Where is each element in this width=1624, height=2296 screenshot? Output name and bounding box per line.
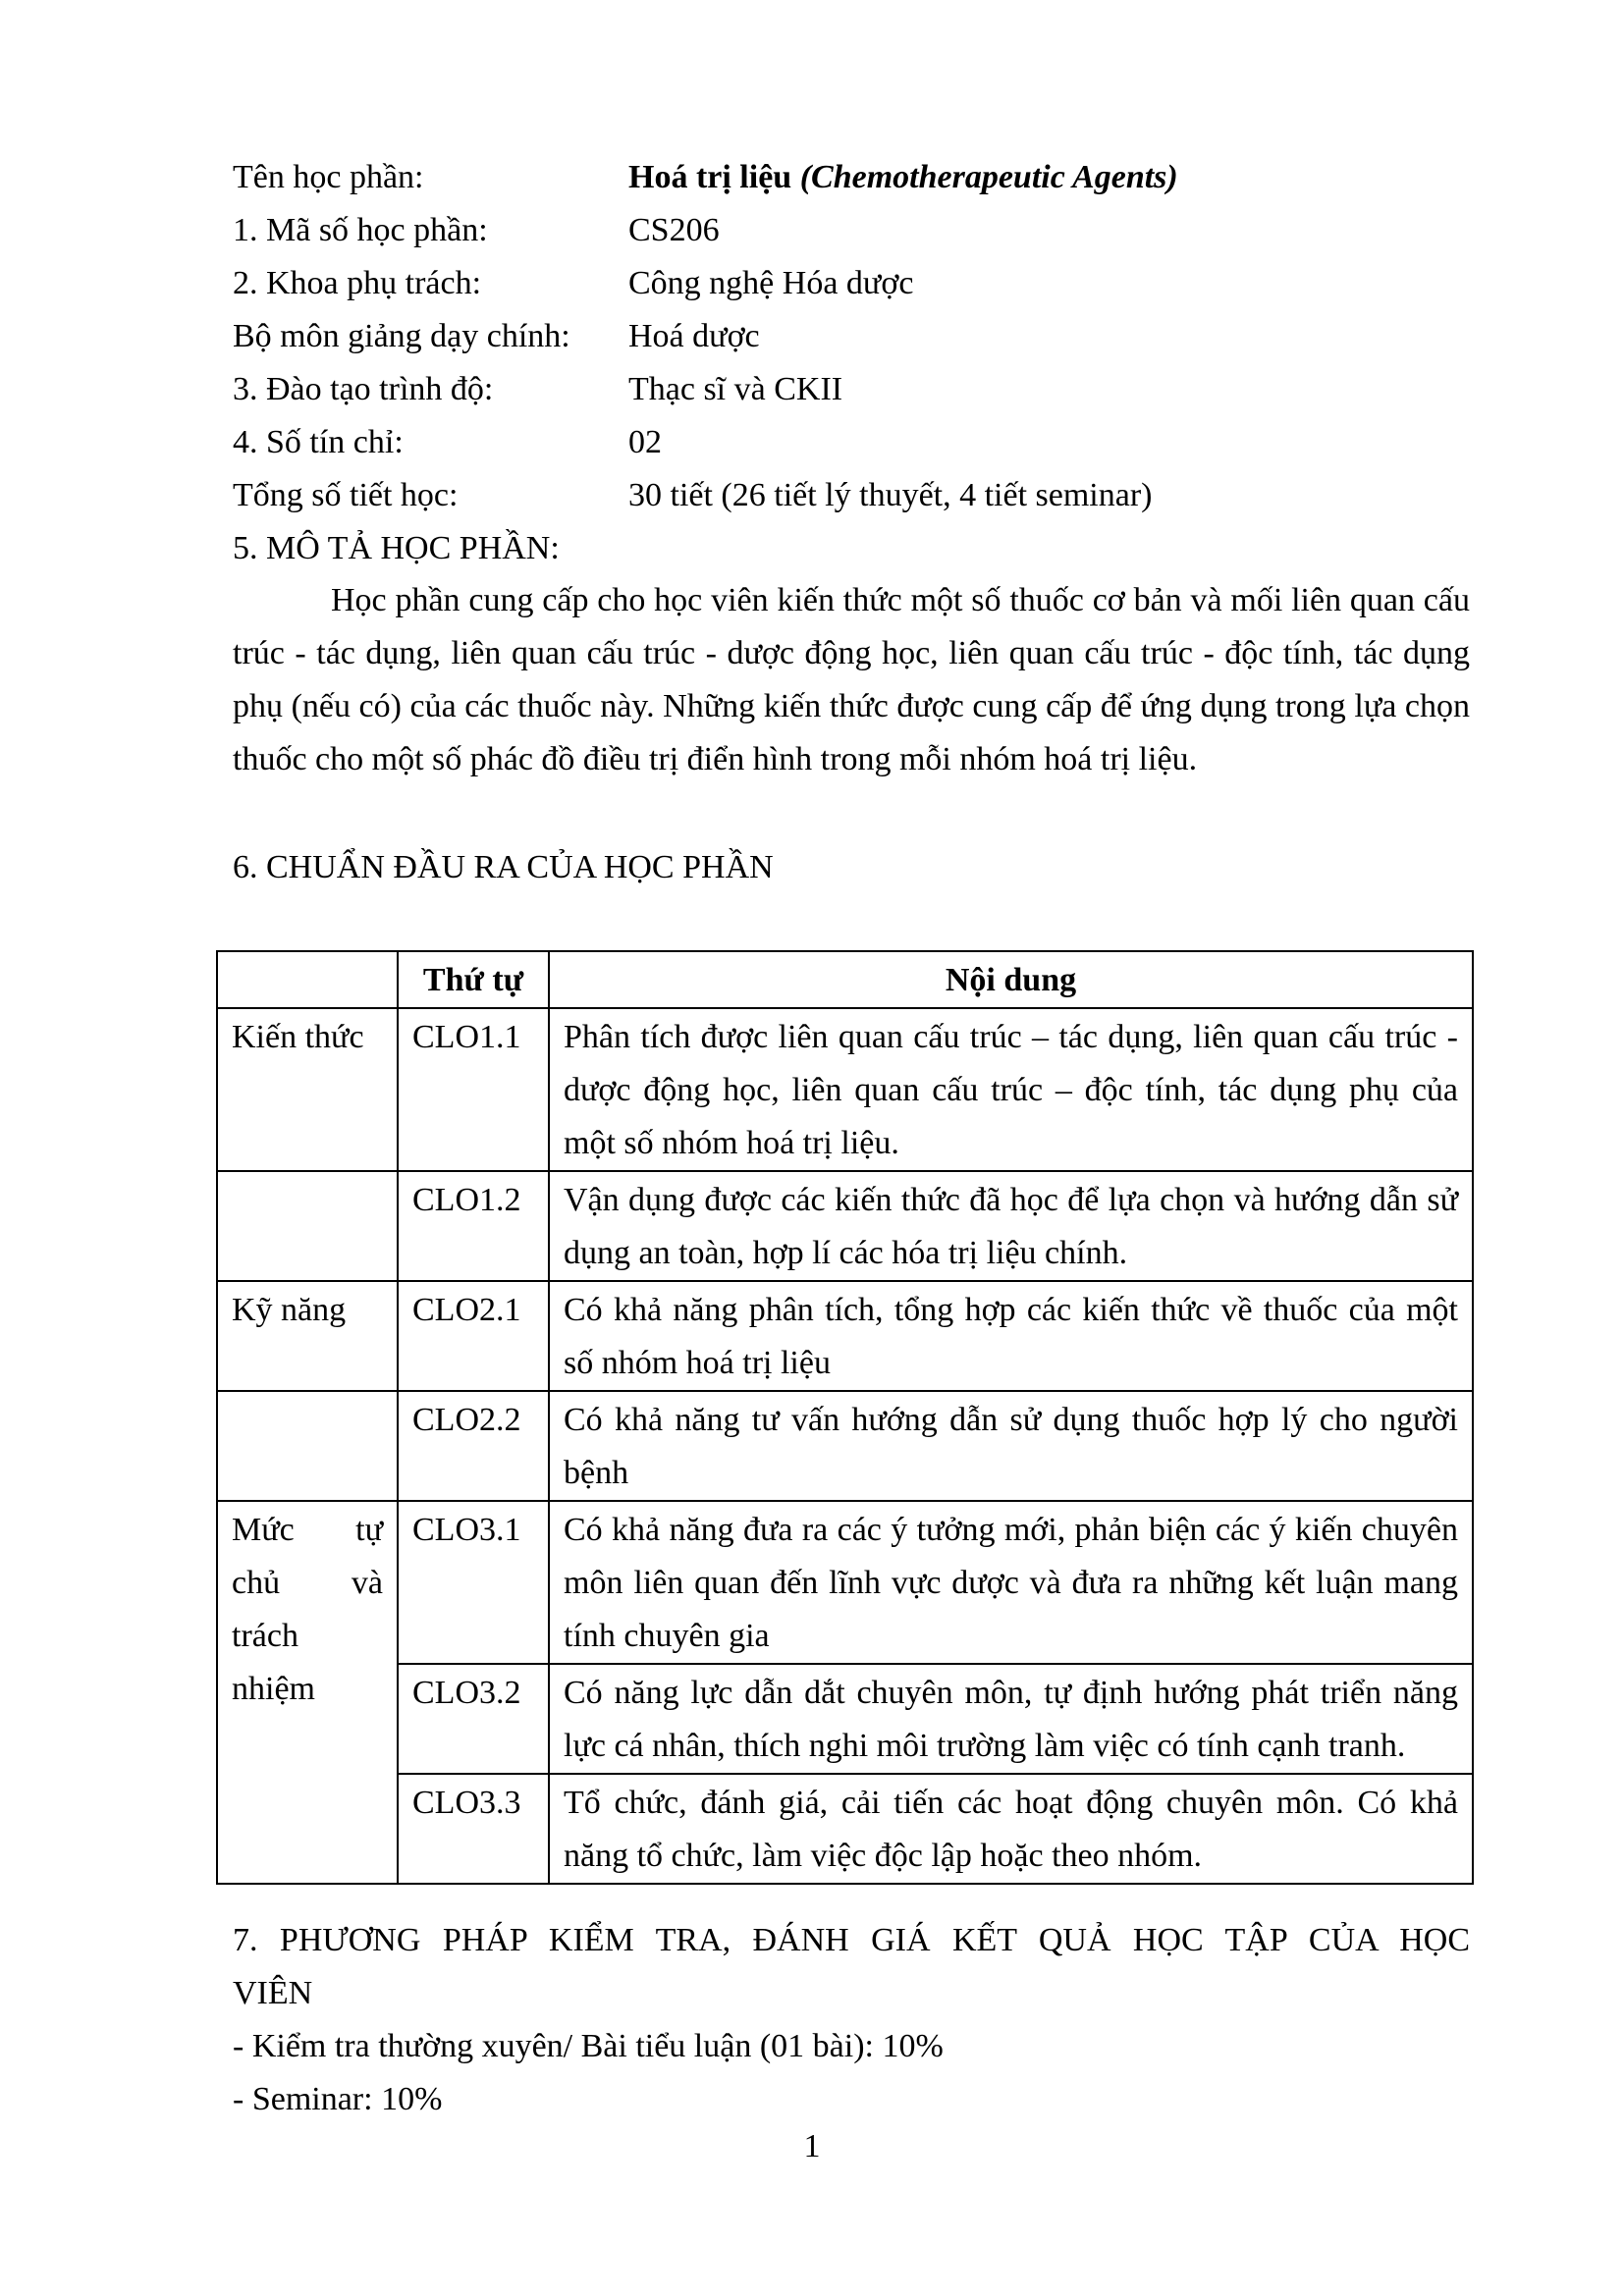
table-row bbox=[217, 1501, 1473, 1664]
group-empty-cell bbox=[217, 1171, 398, 1281]
table-header-row bbox=[217, 951, 1473, 1008]
table-row bbox=[217, 1664, 1473, 1774]
table-row bbox=[217, 1171, 1473, 1281]
section7-heading-line2: VIÊN bbox=[233, 1975, 313, 2011]
department-row bbox=[233, 310, 1470, 363]
periods-value: 30 tiết (26 tiết lý thuyết, 4 tiết seminar) bbox=[628, 477, 1153, 513]
clo-content: Có khả năng đưa ra các ý tưởng mới, phản biện các ý kiến chuyên môn liên quan đến lĩnh vực dược và đưa ra những kết luận mang tính chuyên gia bbox=[549, 1501, 1473, 1664]
faculty-value: Công nghệ Hóa dược bbox=[628, 265, 914, 301]
clo-content: Tổ chức, đánh giá, cải tiến các hoạt động chuyên môn. Có khả năng tổ chức, làm việc độc lập hoặc theo nhóm. bbox=[549, 1774, 1473, 1884]
clo-code: CLO2.2 bbox=[398, 1391, 549, 1501]
clo-code: CLO1.1 bbox=[398, 1008, 549, 1171]
periods-row bbox=[233, 469, 1470, 522]
credits-value: 02 bbox=[628, 424, 662, 460]
course-code-value: CS206 bbox=[628, 212, 720, 248]
course-info bbox=[233, 151, 1470, 522]
clo-content: Phân tích được liên quan cấu trúc – tác dụng, liên quan cấu trúc - dược động học, liên quan cấu trúc – độc tính, tác dụng phụ của một số nhóm hoá trị liệu. bbox=[549, 1008, 1473, 1171]
section7-heading-line1: 7. PHƯƠNG PHÁP KIỂM TRA, ĐÁNH GIÁ KẾT QUẢ HỌC TẬP CỦA HỌC bbox=[233, 1922, 1470, 1958]
clo-code: CLO2.1 bbox=[398, 1281, 549, 1391]
clo-code: CLO3.1 bbox=[398, 1501, 549, 1664]
credits-row bbox=[233, 416, 1470, 469]
faculty-row bbox=[233, 257, 1470, 310]
clo-code: CLO3.2 bbox=[398, 1664, 549, 1774]
group-knowledge: Kiến thức bbox=[217, 1008, 398, 1171]
table-row bbox=[217, 1774, 1473, 1884]
course-name-row bbox=[233, 151, 1470, 204]
clo-content: Có năng lực dẫn dắt chuyên môn, tự định hướng phát triển năng lực cá nhân, thích nghi môi trường làm việc có tính cạnh tranh. bbox=[549, 1664, 1473, 1774]
section5-heading: 5. MÔ TẢ HỌC PHẦN: bbox=[233, 530, 560, 566]
table-row bbox=[217, 1008, 1473, 1171]
table-row bbox=[217, 1391, 1473, 1501]
course-code-row bbox=[233, 204, 1470, 257]
table-header-order: Thứ tự bbox=[398, 951, 549, 1008]
level-value: Thạc sĩ và CKII bbox=[628, 371, 843, 407]
faculty-label: 2. Khoa phụ trách: bbox=[233, 265, 482, 301]
course-code-label: 1. Mã số học phần: bbox=[233, 212, 488, 248]
course-name-english: (Chemotherapeutic Agents) bbox=[799, 159, 1178, 195]
assessment-item-2: - Seminar: 10% bbox=[233, 2081, 443, 2117]
table-row bbox=[217, 1281, 1473, 1391]
group-empty-cell bbox=[217, 1391, 398, 1501]
table-header-content: Nội dung bbox=[549, 951, 1473, 1008]
learning-outcomes-table bbox=[216, 950, 1474, 1885]
course-name-label: Tên học phần: bbox=[233, 159, 424, 195]
section5-description: Học phần cung cấp cho học viên kiến thức một số thuốc cơ bản và mối liên quan cấu trúc - tác dụng, liên quan cấu trúc - dược động học, liên quan cấu trúc - độc tính, tác dụng phụ (nếu có) của các thuốc này. Những kiến thức được cung cấp để ứng dụng trong lựa chọn thuốc cho một số phác đồ điều trị điển hình trong mỗi nhóm hoá trị liệu. bbox=[233, 582, 1470, 777]
periods-label: Tổng số tiết học: bbox=[233, 477, 459, 513]
level-label: 3. Đào tạo trình độ: bbox=[233, 371, 494, 407]
clo-code: CLO1.2 bbox=[398, 1171, 549, 1281]
group-autonomy: Mức tự chủ và trách nhiệm bbox=[217, 1501, 398, 1884]
clo-content: Vận dụng được các kiến thức đã học để lựa chọn và hướng dẫn sử dụng an toàn, hợp lí các hóa trị liệu chính. bbox=[549, 1171, 1473, 1281]
table-header-empty bbox=[217, 951, 398, 1008]
level-row bbox=[233, 363, 1470, 416]
clo-code: CLO3.3 bbox=[398, 1774, 549, 1884]
credits-label: 4. Số tín chỉ: bbox=[233, 424, 404, 460]
department-value: Hoá dược bbox=[628, 318, 760, 354]
page-number: 1 bbox=[803, 2128, 821, 2164]
clo-content: Có khả năng phân tích, tổng hợp các kiến thức về thuốc của một số nhóm hoá trị liệu bbox=[549, 1281, 1473, 1391]
course-name-value: Hoá trị liệu bbox=[628, 159, 792, 195]
department-label: Bộ môn giảng dạy chính: bbox=[233, 318, 570, 354]
assessment-item-1: - Kiểm tra thường xuyên/ Bài tiểu luận (01 bài): 10% bbox=[233, 2028, 944, 2064]
clo-content: Có khả năng tư vấn hướng dẫn sử dụng thuốc hợp lý cho người bệnh bbox=[549, 1391, 1473, 1501]
section6-heading: 6. CHUẨN ĐẦU RA CỦA HỌC PHẦN bbox=[233, 849, 774, 885]
group-skills: Kỹ năng bbox=[217, 1281, 398, 1391]
